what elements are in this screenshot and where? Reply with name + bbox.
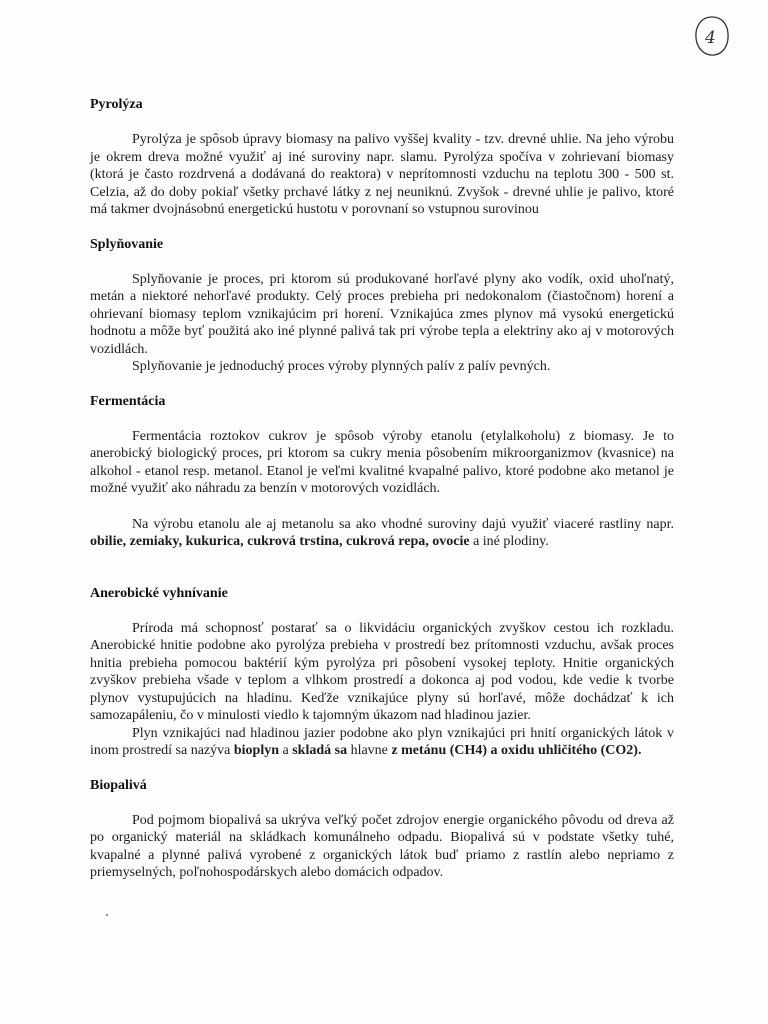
biogas-text: a bbox=[282, 743, 289, 758]
section-heading: Anerobické vyhnívanie bbox=[90, 585, 228, 601]
crops-outro: a iné plodiny. bbox=[473, 534, 549, 549]
section-heading: Splyňovanie bbox=[90, 236, 164, 252]
section-anerobicke-vyhnivanie bbox=[90, 585, 674, 760]
biogas-term: skladá sa bbox=[292, 743, 348, 758]
section-splynovanie bbox=[90, 236, 674, 376]
svg-text:4: 4 bbox=[705, 28, 716, 48]
crops-list: obilie, zemiaky, kukurica, cukrová trstina, cukrová repa, ovocie bbox=[90, 534, 470, 549]
biogas-text: hlavne bbox=[350, 743, 388, 758]
section-paragraph: Fermentácia roztokov cukrov je spôsob výroby etanolu (etylalkoholu) z biomasy. Je to anerobický biologický proces, pri ktorom sa cukry menia pôsobením mikroorganizmov (kvasnice) na alkohol - etanol resp. metanol. Etanol je veľmi kvalitné kvapalné palivo, ktoré podobne ako metanol je možné využiť ako náhradu za benzín v motorových vozidlách. bbox=[90, 428, 674, 496]
biogas-paragraph bbox=[90, 725, 674, 760]
section-paragraph: Splyňovanie je jednoduchý proces výroby plynných palív z palív pevných. bbox=[132, 359, 551, 374]
crops-paragraph bbox=[90, 516, 674, 551]
biogas-term: bioplyn bbox=[233, 743, 279, 758]
crops-intro: Na výrobu etanolu ale aj metanolu sa ako vhodné suroviny dajú využiť viaceré rastliny napr. bbox=[132, 516, 674, 532]
section-paragraph: Pod pojmom biopalivá sa ukrýva veľký počet zdrojov energie organického pôvodu od dreva až po organický materiál na skládkach komunálneho odpadu. Biopalivá sú v podstate všetky tuhé, kvapalné a plynné palivá vyrobené z organických látok buď priamo z rastlín alebo nepriamo z priemyselných, poľnohospodárskych alebo domácich odpadov. bbox=[90, 812, 674, 880]
section-heading: Pyrolýza bbox=[90, 97, 143, 112]
section-paragraph: Príroda má schopnosť postarať sa o likvidáciu organických zvyškov cestou ich rozkladu. Anerobické hnitie podobne ako pyrolýza prebieha v prostredí bez prítomnosti vzduchu, avšak proces hnitia prebieha pomocou baktérií kým pyrolýza pri pôsobení vysokej teploty. Hnitie organických zvyškov prebieha všade v teplom a vlhkom prostredí a dokonca aj pod vodou, kde vedie k tvorbe plynov vystupujúcich na hladinu. Keďže vznikajúce plyny sú horľavé, môže dochádzať k ich samozapáleniu, čo v minulosti viedlo k tajomným úkazom nad hladinou jazier. bbox=[90, 620, 674, 723]
biogas-composition: z metánu (CH4) a oxidu uhličitého (CO2). bbox=[391, 743, 642, 758]
section-heading: Biopalivá bbox=[90, 777, 147, 793]
document-body bbox=[90, 96, 674, 882]
section-paragraph: Splyňovanie je proces, pri ktorom sú produkované horľavé plyny ako vodík, oxid uhoľnatý, metán a niektoré nehorľavé produkty. Celý proces prebieha pri nedokonalom (čiastočnom) horení a ohrievaní biomasy teplom vznikajúcim pri horení. Vznikajúca zmes plynov má vysokú energetickú hodnotu a môže byť použitá ako iné plynné palivá tak pri výrobe tepla a elektriny ako aj v motorových vozidlách. bbox=[90, 271, 674, 357]
section-heading: Fermentácia bbox=[90, 393, 166, 409]
section-paragraph: Pyrolýza je spôsob úpravy biomasy na palivo vyššej kvality - tzv. drevné uhlie. Na jeho výrobu je okrem dreva možné využiť aj iné suroviny napr. slamu. Pyrolýza spočíva v zohrievaní biomasy (ktorá je často rozdrvená a dodávaná do reaktora) v neprítomnosti vzduchu na teplotu 300 - 500 st. Celzia, až do doby pokiaľ všetky prchavé látky z nej neuniknú. Zvyšok - drevné uhlie je palivo, ktoré má takmer dvojnásobnú energetickú hustotu v porovnaní so vstupnou surovinou bbox=[90, 132, 674, 217]
section-fermentacia bbox=[90, 393, 674, 551]
handwritten-page-number bbox=[692, 14, 732, 58]
scan-speck bbox=[106, 914, 108, 916]
section-biopaliva bbox=[90, 777, 674, 882]
section-pyrolyza bbox=[90, 96, 674, 219]
biogas-text: Plyn vznikajúci nad hladinou jazier podobne ako plyn vznikajúci pri hnití organických látok v inom prostredí sa nazýva bbox=[90, 725, 674, 758]
